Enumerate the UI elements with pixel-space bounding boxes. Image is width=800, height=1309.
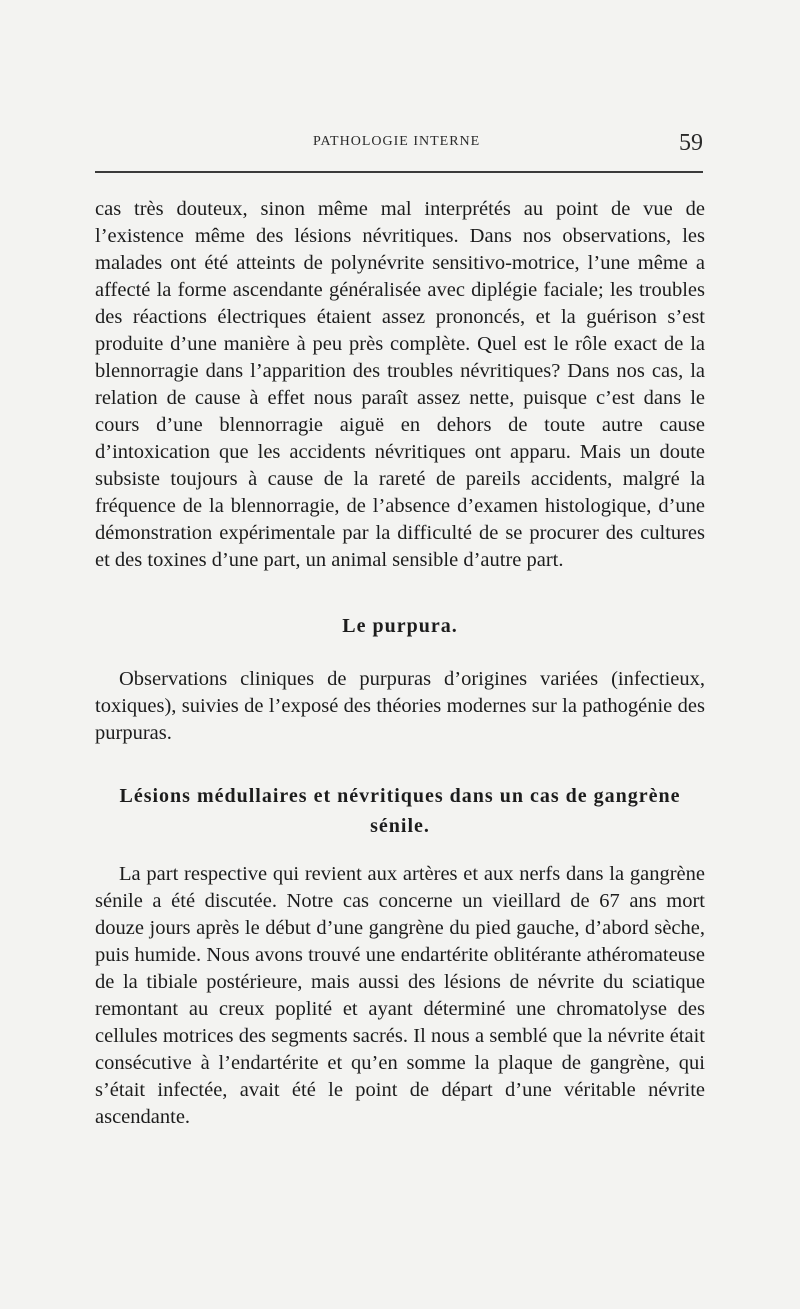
- paragraph-purpura: Observations cliniques de purpuras d’origines variées (infectieux, toxiques), suivies de l’exposé des théories modernes sur la pathogénie des purpuras.: [95, 668, 705, 744]
- paragraph-continuation: cas très douteux, sinon même mal interprétés au point de vue de l’existence même des lésions névritiques. Dans nos observations, les malades ont été atteints de polynévrite sensitivo-motrice, l’une même a affecté la forme ascendante généralisée avec diplégie faciale; les troubles des réactions électriques étaient assez prononcés, et la guérison s’est produite d’une manière à peu près complète. Quel est le rôle exact de la blennorragie dans l’apparition des troubles névritiques? Dans nos cas, la relation de cause à effet nous paraît assez nette, puisque c’est dans le cours d’une blennorragie aiguë en dehors de toute autre cause d’intoxication que les accidents névritiques ont apparu. Mais un doute subsiste toujours à cause de la rareté de pareils accidents, malgré la fréquence de la blennorragie, de l’absence d’examen histologique, d’une démonstration expérimentale par la difficulté de se procurer des cultures et des toxines d’une part, un animal sensible d’autre part.: [95, 198, 705, 571]
- paragraph-gangrene: La part respective qui revient aux artères et aux nerfs dans la gangrène sénile a été discutée. Notre cas concerne un vieillard de 67 ans mort douze jours après le début d’une gangrène du pied gauche, d’abord sèche, puis humide. Nous avons trouvé une endartérite oblitérante athéromateuse de la tibiale postérieure, mais aussi des lésions de névrite du sciatique remontant au creux poplité et ayant déterminé une chromatolyse des cellules motrices des segments sacrés. Il nous a semblé que la névrite était consécutive à l’endartérite et qu’en somme la plaque de gangrène, qui s’était infectée, avait été le point de départ d’une véritable névrite ascendante.: [95, 863, 705, 1128]
- page-body: [95, 196, 705, 1131]
- header-rule: [95, 171, 703, 173]
- section-heading-purpura: Le purpura.: [342, 615, 458, 637]
- page-number: 59: [679, 130, 703, 156]
- page-header: [95, 128, 703, 164]
- section-heading-gangrene: Lésions médullaires et névritiques dans un cas de gangrène sénile.: [119, 785, 681, 837]
- running-title: PATHOLOGIE INTERNE: [313, 134, 481, 149]
